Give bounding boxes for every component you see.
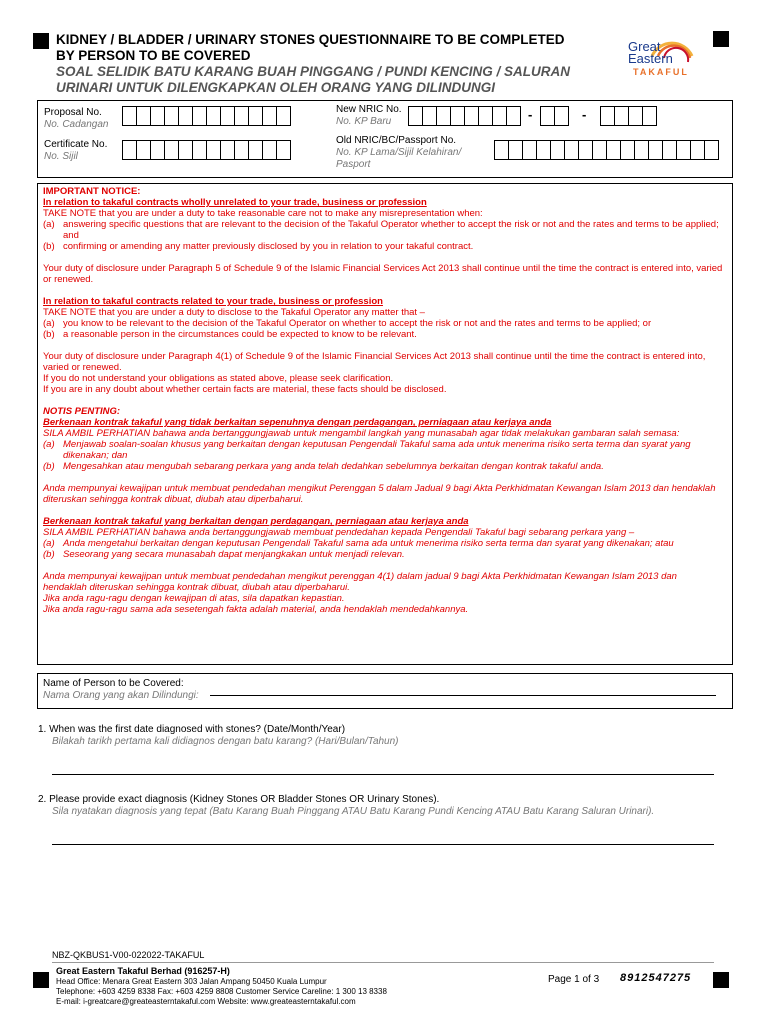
proposal-no-input[interactable] [122, 106, 291, 126]
notice-s2-item-b: (b) a reasonable person in the circumstances could be expected to know to be relevant. [43, 329, 417, 340]
question-2-en: 2. Please provide exact diagnosis (Kidney Stones OR Bladder Stones OR Urinary Stones). [38, 794, 440, 805]
person-name-sublabel: Nama Orang yang akan Dilindungi: [43, 690, 199, 701]
new-nric-input-part1[interactable] [408, 106, 521, 126]
certificate-no-sublabel: No. Sijil [44, 151, 78, 162]
new-nric-sublabel: No. KP Baru [336, 116, 392, 127]
footer-phone: Telephone: +603 4259 8338 Fax: +603 4259 8808 Customer Service Careline: 1 300 13 8338 [56, 987, 387, 996]
barcode-number: 8912547275 [620, 972, 692, 984]
old-nric-label: Old NRIC/BC/Passport No. [336, 135, 457, 146]
corner-marker-top-left [33, 33, 49, 49]
footer-address: Head Office: Menara Great Eastern 303 Jalan Ampang 50450 Kuala Lumpur [56, 977, 327, 986]
notis-m2-clarification-2: Jika anda ragu-ragu sama ada sesetengah fakta adalah material, anda hendaklah mendedahkannya. [43, 604, 469, 615]
footer-email: E-mail: i-greatcare@greateasterntakaful.com Website: www.greateasterntakaful.com [56, 997, 356, 1006]
great-eastern-logo [622, 34, 694, 80]
old-nric-label-group [336, 135, 486, 171]
id-fields-box [37, 100, 733, 178]
page-number: Page 1 of 3 [548, 974, 600, 985]
notis-m1-intro: SILA AMBIL PERHATIAN bahawa anda bertanggungjawab untuk mengambil langkah yang munasabah agar tidak melakukan gambaran salah semasa: [43, 428, 680, 439]
title-en-line2: BY PERSON TO BE COVERED [56, 48, 251, 63]
person-name-input[interactable] [210, 690, 716, 696]
notice-s2-item-a: (a) you know to be relevant to the decision of the Takaful Operator on whether to accept the risk or not and the rates and terms to be applied; or [43, 318, 652, 329]
new-nric-label: New NRIC No. [336, 104, 402, 115]
notis-m2-title: Berkenaan kontrak takaful yang berkaitan dengan perdagangan, perniagaan atau kerjaya anda [43, 516, 469, 527]
corner-marker-top-right [713, 31, 729, 47]
notice-s2-duty: Your duty of disclosure under Paragraph 4(1) of Schedule 9 of the Islamic Financial Services Act 2013 shall continue until the time the contract is entered into, varied or renewed. [43, 351, 706, 373]
notis-m2-clarification-1: Jika anda ragu-ragu dengan kewajipan di atas, sila dapatkan kepastian. [43, 593, 345, 604]
footer-divider [52, 962, 714, 963]
question-1-my: Bilakah tarikh pertama kali didiagnos dengan batu karang? (Hari/Bulan/Tahun) [52, 736, 399, 747]
new-nric-input-part2[interactable] [540, 106, 569, 126]
logo-text-takaful: TAKAFUL [633, 67, 689, 77]
question-1-answer-line[interactable] [52, 760, 714, 775]
proposal-no-sublabel: No. Cadangan [44, 119, 109, 130]
notice-s2-clarification-1: If you do not understand your obligations as stated above, please seek clarification. [43, 373, 394, 384]
notis-m1-duty: Anda mempunyai kewajipan untuk membuat pendedahan mengikut Perenggan 5 dalam Jadual 9 bagi Akta Perkhidmatan Kewangan Islam 2013 dan hendaklah diteruskan sehingga kontrak dibuat, diubah atau diperbaharui. [43, 483, 716, 505]
question-2 [38, 794, 718, 818]
person-name-box [37, 673, 733, 709]
nric-dash-1: - [528, 107, 533, 122]
notice-s2-title: In relation to takaful contracts related to your trade, business or profession [43, 296, 383, 307]
important-notice-box [37, 183, 733, 665]
proposal-no-label-group [44, 107, 109, 131]
notis-m1-item-b: (b) Mengesahkan atau mengubah sebarang perkara yang anda telah dedahkan sebelumnya berkaitan dengan kontrak takaful anda. [43, 461, 604, 472]
notice-s1-duty: Your duty of disclosure under Paragraph 5 of Schedule 9 of the Islamic Financial Services Act 2013 shall continue until the time the contract is entered into, varied or renewed. [43, 263, 723, 285]
notice-s1-item-b: (b) confirming or amending any matter previously disclosed by you in relation to your takaful contract. [43, 241, 474, 252]
question-2-answer-line[interactable] [52, 830, 714, 845]
certificate-no-label-group [44, 139, 107, 163]
old-nric-input[interactable] [494, 140, 719, 160]
notis-m2-duty: Anda mempunyai kewajipan untuk membuat pendedahan mengikut perenggan 4(1) dalam jadual 9 bagi Akta Perkhidmatan Kewangan Islam 2013 dan hendaklah diteruskan sehingga kontrak dibuat, diubah atau diperbaharui. [43, 571, 677, 593]
notis-m1-item-a: (a) Menjawab soalan-soalan khusus yang berkaitan dengan keputusan Pengendali Takaful sama ada untuk menerima risiko serta terma dan syarat yang dikenakan; dan [43, 439, 691, 461]
notice-s1-title: In relation to takaful contracts wholly unrelated to your trade, business or profession [43, 197, 427, 208]
page-title [56, 32, 616, 96]
notice-s2-clarification-2: If you are in any doubt about whether certain facts are material, these facts should be disclosed. [43, 384, 447, 395]
form-code: NBZ-QKBUS1-V00-022022-TAKAFUL [52, 950, 205, 960]
notice-s1-intro: TAKE NOTE that you are under a duty to take reasonable care not to make any misrepresentation when: [43, 208, 483, 219]
notice-s1-item-a: (a) answering specific questions that are relevant to the decision of the Takaful Operator whether to accept the risk or not and the rates and terms to be applied; and [43, 219, 719, 241]
nric-dash-2: - [582, 107, 587, 122]
question-2-my: Sila nyatakan diagnosis yang tepat (Batu Karang Buah Pinggang ATAU Batu Karang Pundi Kencing ATAU Batu Karang Saluran Urinari). [52, 806, 655, 817]
question-1 [38, 724, 718, 748]
notis-m1-title: Berkenaan kontrak takaful yang tidak berkaitan sepenuhnya dengan perdagangan, perniagaan atau kerjaya anda [43, 417, 552, 428]
notis-m2-item-b: (b) Seseorang yang secara munasabah dapat menjangkakan untuk menjadi relevan. [43, 549, 405, 560]
title-my-line2: URINARI UNTUK DILENGKAPKAN OLEH ORANG YANG DILINDUNGI [56, 80, 496, 95]
notis-m2-item-a: (a) Anda mengetahui berkaitan dengan keputusan Pengendali Takaful sama ada untuk menerima risiko serta terma dan syarat yang dikenakan; atau [43, 538, 674, 549]
person-name-label: Name of Person to be Covered: [43, 678, 184, 689]
notis-heading: NOTIS PENTING: [43, 406, 121, 417]
title-en-line1: KIDNEY / BLADDER / URINARY STONES QUESTIONNAIRE TO BE COMPLETED [56, 32, 565, 47]
question-1-en: 1. When was the first date diagnosed with stones? (Date/Month/Year) [38, 724, 346, 735]
proposal-no-label: Proposal No. [44, 107, 102, 118]
new-nric-label-group [336, 104, 402, 128]
notice-heading: IMPORTANT NOTICE: [43, 186, 141, 197]
logo-text-great: Great [628, 39, 661, 54]
old-nric-sublabel: No. KP Lama/Sijil Kelahiran/ Pasport [336, 147, 462, 170]
title-my-line1: SOAL SELIDIK BATU KARANG BUAH PINGGANG / PUNDI KENCING / SALURAN [56, 64, 571, 79]
corner-marker-bottom-left [33, 972, 49, 988]
notice-s2-intro: TAKE NOTE that you are under a duty to disclose to the Takaful Operator any matter that – [43, 307, 425, 318]
certificate-no-label: Certificate No. [44, 139, 108, 150]
logo-text-eastern: Eastern [628, 51, 673, 66]
corner-marker-bottom-right [713, 972, 729, 988]
footer-company: Great Eastern Takaful Berhad (916257-H) [56, 966, 230, 976]
new-nric-input-part3[interactable] [600, 106, 657, 126]
certificate-no-input[interactable] [122, 140, 291, 160]
footer-company-block [56, 966, 536, 1007]
notis-m2-intro: SILA AMBIL PERHATIAN bahawa anda bertanggungjawab membuat pendedahan kepada Pengendali Takaful bagi sebarang perkara yang – [43, 527, 635, 538]
